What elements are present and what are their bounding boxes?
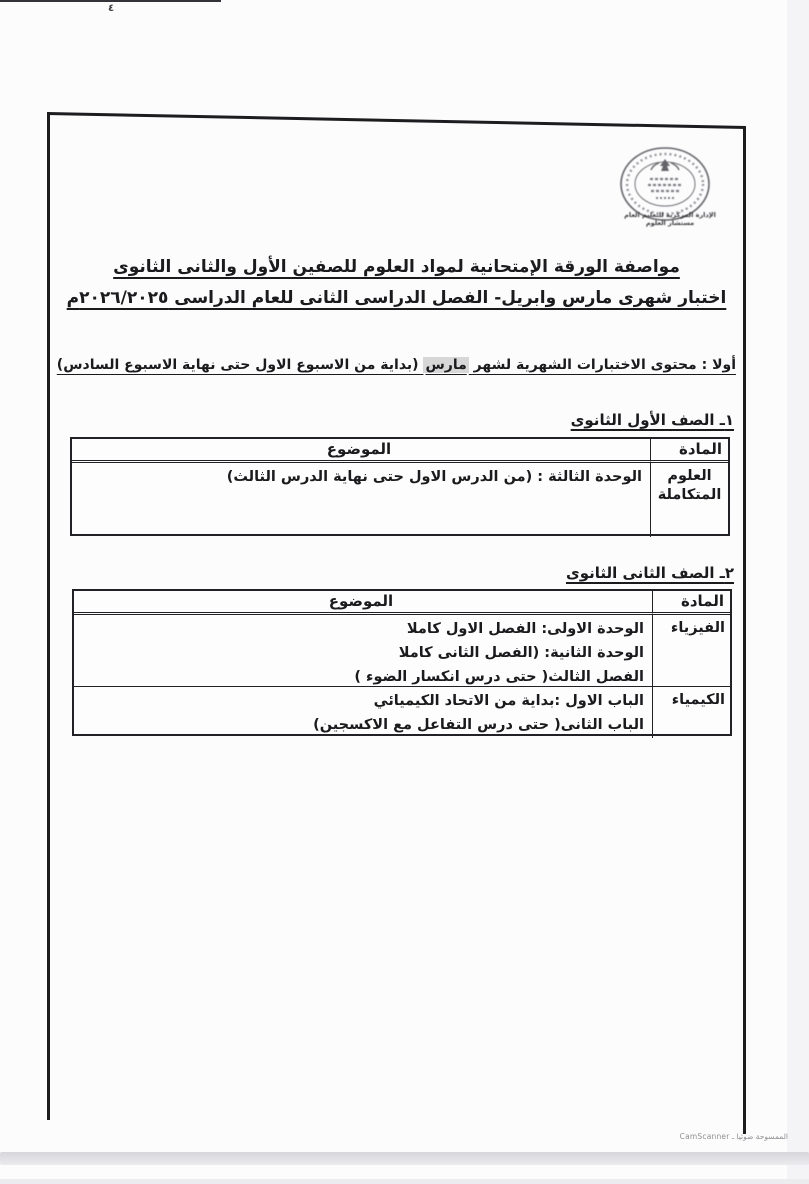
- scanned-page: [47, 112, 746, 1120]
- ministry-caption: [600, 211, 740, 227]
- table2-row-chemistry-subject: الكيمياء: [652, 687, 730, 738]
- section-2-heading: ٢ـ الصف الثانى الثانوى: [565, 564, 734, 582]
- scan-right-edge-shadow: [787, 0, 809, 1184]
- intro-highlighted-month: مارس: [425, 357, 467, 373]
- ministry-caption-line1: الإدارة المركزية للتعليم العام: [624, 211, 716, 219]
- table2-col-header-subject: المادة: [652, 591, 730, 615]
- ministry-caption-line2: مستشار العلوم: [645, 219, 695, 227]
- physics-topic-line3: الفصل الثالث( حتى درس انكسار الضوء ): [354, 669, 644, 685]
- table2-col-header-topic: الموضوع: [74, 591, 652, 615]
- intro-suffix: (بداية من الاسبوع الاول حتى نهاية الاسبوع السادس): [56, 357, 424, 373]
- document-title-line2: اختبار شهرى مارس وابريل- الفصل الدراسى الثانى للعام الدراسى ٢٠٢٦/٢٠٢٥م: [66, 288, 727, 308]
- physics-topic-line2: الوحدة الثانية: (الفصل الثانى كاملا: [398, 645, 644, 661]
- table1-col-header-topic: الموضوع: [72, 439, 650, 463]
- scan-page-edge-band: [0, 1152, 809, 1165]
- table1-col-header-subject: المادة: [650, 439, 728, 463]
- physics-topic-line1: الوحدة الاولى: الفصل الاول كاملا: [406, 621, 644, 637]
- intro-statement: [47, 357, 742, 373]
- chemistry-topic-line1: الباب الاول :بداية من الاتحاد الكيميائي: [373, 693, 644, 709]
- chemistry-topic-line2: الباب الثانى( حتى درس التفاعل مع الاكسجين): [313, 717, 644, 733]
- grade-1-table: [70, 437, 730, 536]
- document-title-line1: مواصفة الورقة الإمتحانية لمواد العلوم للصفين الأول والثانى الثانوى: [113, 257, 680, 277]
- table1-row1-topic-line1: الوحدة الثالثة : (من الدرس الاول حتى نهاية الدرس الثالث): [226, 469, 642, 485]
- table2-row-physics-topic: [74, 615, 652, 687]
- intro-prefix: أولا : محتوى الاختبارات الشهرية لشهر: [468, 357, 736, 373]
- section-1-heading: ١ـ الصف الأول الثانوى: [570, 411, 734, 429]
- scan-top-edge-line: [0, 0, 221, 2]
- table2-row-chemistry-topic: [74, 687, 652, 738]
- table2-row-physics-subject: الفيزياء: [652, 615, 730, 687]
- scan-bottom-edge: [0, 1179, 809, 1184]
- table1-row1-topic: [72, 463, 650, 537]
- document-title: [47, 252, 746, 314]
- table1-row1-subject: العلوم المتكاملة: [650, 463, 728, 537]
- grade-2-table: [72, 589, 732, 736]
- camscanner-watermark: الممسوحة ضوئيا ـ CamScanner: [679, 1132, 788, 1141]
- corner-mark: ٤: [108, 3, 115, 14]
